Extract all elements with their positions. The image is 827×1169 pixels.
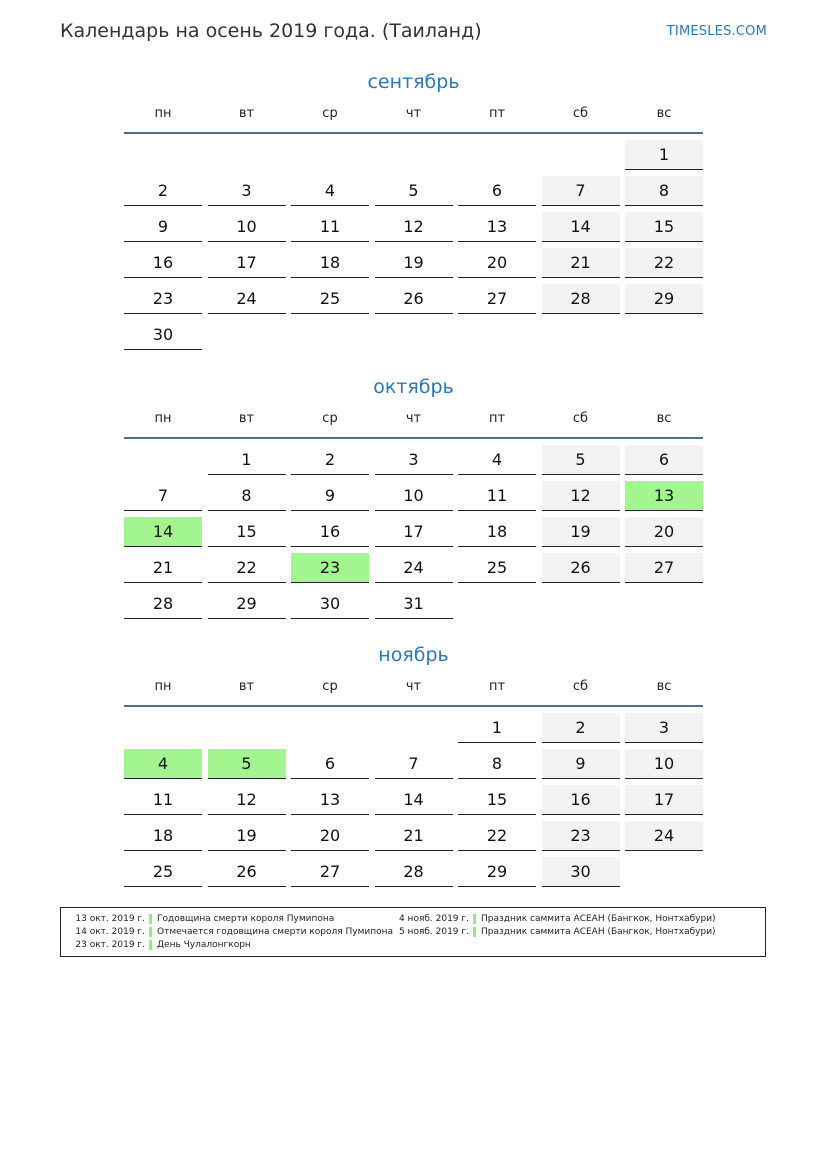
day-cell: 7 bbox=[375, 749, 453, 779]
day-cell: 27 bbox=[625, 553, 703, 583]
day-cell: 13 bbox=[291, 785, 369, 815]
holiday-legend bbox=[60, 907, 766, 957]
day-cell: 29 bbox=[625, 284, 703, 314]
day-cell: 3 bbox=[625, 713, 703, 743]
day-cell: 12 bbox=[375, 212, 453, 242]
day-cell: 27 bbox=[458, 284, 536, 314]
day-cell: 11 bbox=[291, 212, 369, 242]
day-cell: 22 bbox=[625, 248, 703, 278]
day-cell: 9 bbox=[124, 212, 202, 242]
weekday-label: ср bbox=[322, 411, 338, 426]
day-cell: 25 bbox=[291, 284, 369, 314]
weekday-label: вс bbox=[656, 411, 672, 426]
day-cell: 11 bbox=[458, 481, 536, 511]
day-cell: 11 bbox=[124, 785, 202, 815]
day-cell: 20 bbox=[625, 517, 703, 547]
month-calendar bbox=[124, 373, 703, 613]
weekday-label: сб bbox=[572, 106, 589, 121]
day-cell: 3 bbox=[375, 445, 453, 475]
day-cell: 17 bbox=[625, 785, 703, 815]
weekday-label: вт bbox=[238, 411, 255, 426]
holiday-day-cell: 23 bbox=[291, 553, 369, 583]
holiday-color-marker bbox=[149, 914, 152, 924]
month-calendar bbox=[124, 68, 703, 344]
legend-date: 14 окт. 2019 г. bbox=[75, 927, 145, 937]
day-cell: 22 bbox=[458, 821, 536, 851]
day-cell: 9 bbox=[291, 481, 369, 511]
weekday-label: сб bbox=[572, 411, 589, 426]
legend-text: Отмечается годовщина смерти короля Пумипона bbox=[157, 927, 393, 937]
day-cell: 9 bbox=[542, 749, 620, 779]
day-cell: 18 bbox=[458, 517, 536, 547]
day-cell: 18 bbox=[124, 821, 202, 851]
day-cell: 19 bbox=[208, 821, 286, 851]
day-cell: 27 bbox=[291, 857, 369, 887]
day-cell: 21 bbox=[542, 248, 620, 278]
month-name: сентябрь bbox=[367, 71, 460, 93]
legend-date: 13 окт. 2019 г. bbox=[75, 914, 145, 924]
day-cell: 1 bbox=[458, 713, 536, 743]
day-cell: 17 bbox=[208, 248, 286, 278]
day-cell: 19 bbox=[375, 248, 453, 278]
day-cell: 6 bbox=[458, 176, 536, 206]
month-name: ноябрь bbox=[378, 644, 449, 666]
day-cell: 22 bbox=[208, 553, 286, 583]
day-cell: 25 bbox=[124, 857, 202, 887]
weekday-label: чт bbox=[405, 679, 422, 694]
day-cell: 15 bbox=[208, 517, 286, 547]
day-cell: 20 bbox=[291, 821, 369, 851]
day-cell: 16 bbox=[291, 517, 369, 547]
day-cell: 24 bbox=[208, 284, 286, 314]
weekday-label: вс bbox=[656, 106, 672, 121]
day-cell: 12 bbox=[542, 481, 620, 511]
day-cell: 29 bbox=[208, 589, 286, 619]
day-cell: 8 bbox=[208, 481, 286, 511]
holiday-color-marker bbox=[149, 927, 152, 937]
weekday-label: пт bbox=[488, 679, 506, 694]
weekday-label: сб bbox=[572, 679, 589, 694]
day-cell: 12 bbox=[208, 785, 286, 815]
day-cell: 16 bbox=[124, 248, 202, 278]
legend-text: Праздник саммита АСЕАН (Бангкок, Нонтхабури) bbox=[481, 914, 716, 924]
day-cell: 2 bbox=[124, 176, 202, 206]
day-cell: 10 bbox=[208, 212, 286, 242]
day-cell: 7 bbox=[542, 176, 620, 206]
day-cell: 29 bbox=[458, 857, 536, 887]
weekday-label: пн bbox=[154, 411, 172, 426]
day-cell: 4 bbox=[291, 176, 369, 206]
day-cell: 14 bbox=[542, 212, 620, 242]
day-cell: 3 bbox=[208, 176, 286, 206]
site-link[interactable]: TIMESLES.COM bbox=[666, 24, 767, 39]
day-cell: 2 bbox=[542, 713, 620, 743]
legend-date: 5 нояб. 2019 г. bbox=[398, 927, 469, 937]
day-cell: 21 bbox=[124, 553, 202, 583]
day-cell: 28 bbox=[124, 589, 202, 619]
holiday-day-cell: 14 bbox=[124, 517, 202, 547]
day-cell: 21 bbox=[375, 821, 453, 851]
day-cell: 6 bbox=[625, 445, 703, 475]
day-cell: 13 bbox=[458, 212, 536, 242]
day-cell: 10 bbox=[375, 481, 453, 511]
legend-date: 23 окт. 2019 г. bbox=[75, 940, 145, 950]
day-cell: 17 bbox=[375, 517, 453, 547]
weekday-label: ср bbox=[322, 106, 338, 121]
day-cell: 15 bbox=[458, 785, 536, 815]
holiday-day-cell: 4 bbox=[124, 749, 202, 779]
legend-text: День Чулалонгкорн bbox=[157, 940, 251, 950]
month-name: октябрь bbox=[373, 376, 454, 398]
weekday-label: пн bbox=[154, 679, 172, 694]
day-cell: 30 bbox=[291, 589, 369, 619]
day-cell: 19 bbox=[542, 517, 620, 547]
day-cell: 14 bbox=[375, 785, 453, 815]
weekday-label: ср bbox=[322, 679, 338, 694]
day-cell: 31 bbox=[375, 589, 453, 619]
holiday-color-marker bbox=[473, 914, 476, 924]
day-cell: 4 bbox=[458, 445, 536, 475]
day-cell: 7 bbox=[124, 481, 202, 511]
day-cell: 15 bbox=[625, 212, 703, 242]
day-cell: 1 bbox=[625, 140, 703, 170]
legend-text: Праздник саммита АСЕАН (Бангкок, Нонтхабури) bbox=[481, 927, 716, 937]
holiday-color-marker bbox=[149, 940, 152, 950]
weekday-label: чт bbox=[405, 106, 422, 121]
day-cell: 28 bbox=[542, 284, 620, 314]
weekday-header bbox=[124, 677, 703, 707]
day-cell: 24 bbox=[375, 553, 453, 583]
legend-date: 4 нояб. 2019 г. bbox=[398, 914, 469, 924]
day-cell: 18 bbox=[291, 248, 369, 278]
day-cell: 28 bbox=[375, 857, 453, 887]
day-cell: 20 bbox=[458, 248, 536, 278]
weekday-label: вс bbox=[656, 679, 672, 694]
holiday-color-marker bbox=[473, 927, 476, 937]
day-cell: 1 bbox=[208, 445, 286, 475]
holiday-day-cell: 13 bbox=[625, 481, 703, 511]
legend-text: Годовщина смерти короля Пумипона bbox=[157, 914, 335, 924]
holiday-day-cell: 5 bbox=[208, 749, 286, 779]
day-cell: 6 bbox=[291, 749, 369, 779]
day-cell: 26 bbox=[208, 857, 286, 887]
weekday-label: пт bbox=[488, 106, 506, 121]
day-cell: 25 bbox=[458, 553, 536, 583]
day-cell: 26 bbox=[375, 284, 453, 314]
weekday-header bbox=[124, 104, 703, 134]
day-cell: 5 bbox=[375, 176, 453, 206]
day-cell: 10 bbox=[625, 749, 703, 779]
day-cell: 8 bbox=[625, 176, 703, 206]
weekday-label: вт bbox=[238, 679, 255, 694]
day-cell: 26 bbox=[542, 553, 620, 583]
day-cell: 2 bbox=[291, 445, 369, 475]
weekday-label: пт bbox=[488, 411, 506, 426]
month-calendar bbox=[124, 641, 703, 881]
day-cell: 8 bbox=[458, 749, 536, 779]
day-cell: 30 bbox=[542, 857, 620, 887]
weekday-label: вт bbox=[238, 106, 255, 121]
weekday-header bbox=[124, 409, 703, 439]
day-cell: 24 bbox=[625, 821, 703, 851]
day-cell: 5 bbox=[542, 445, 620, 475]
day-cell: 30 bbox=[124, 320, 202, 350]
day-cell: 16 bbox=[542, 785, 620, 815]
day-cell: 23 bbox=[542, 821, 620, 851]
weekday-label: чт bbox=[405, 411, 422, 426]
weekday-label: пн bbox=[154, 106, 172, 121]
page-title: Календарь на осень 2019 года. (Таиланд) bbox=[60, 20, 482, 42]
day-cell: 23 bbox=[124, 284, 202, 314]
